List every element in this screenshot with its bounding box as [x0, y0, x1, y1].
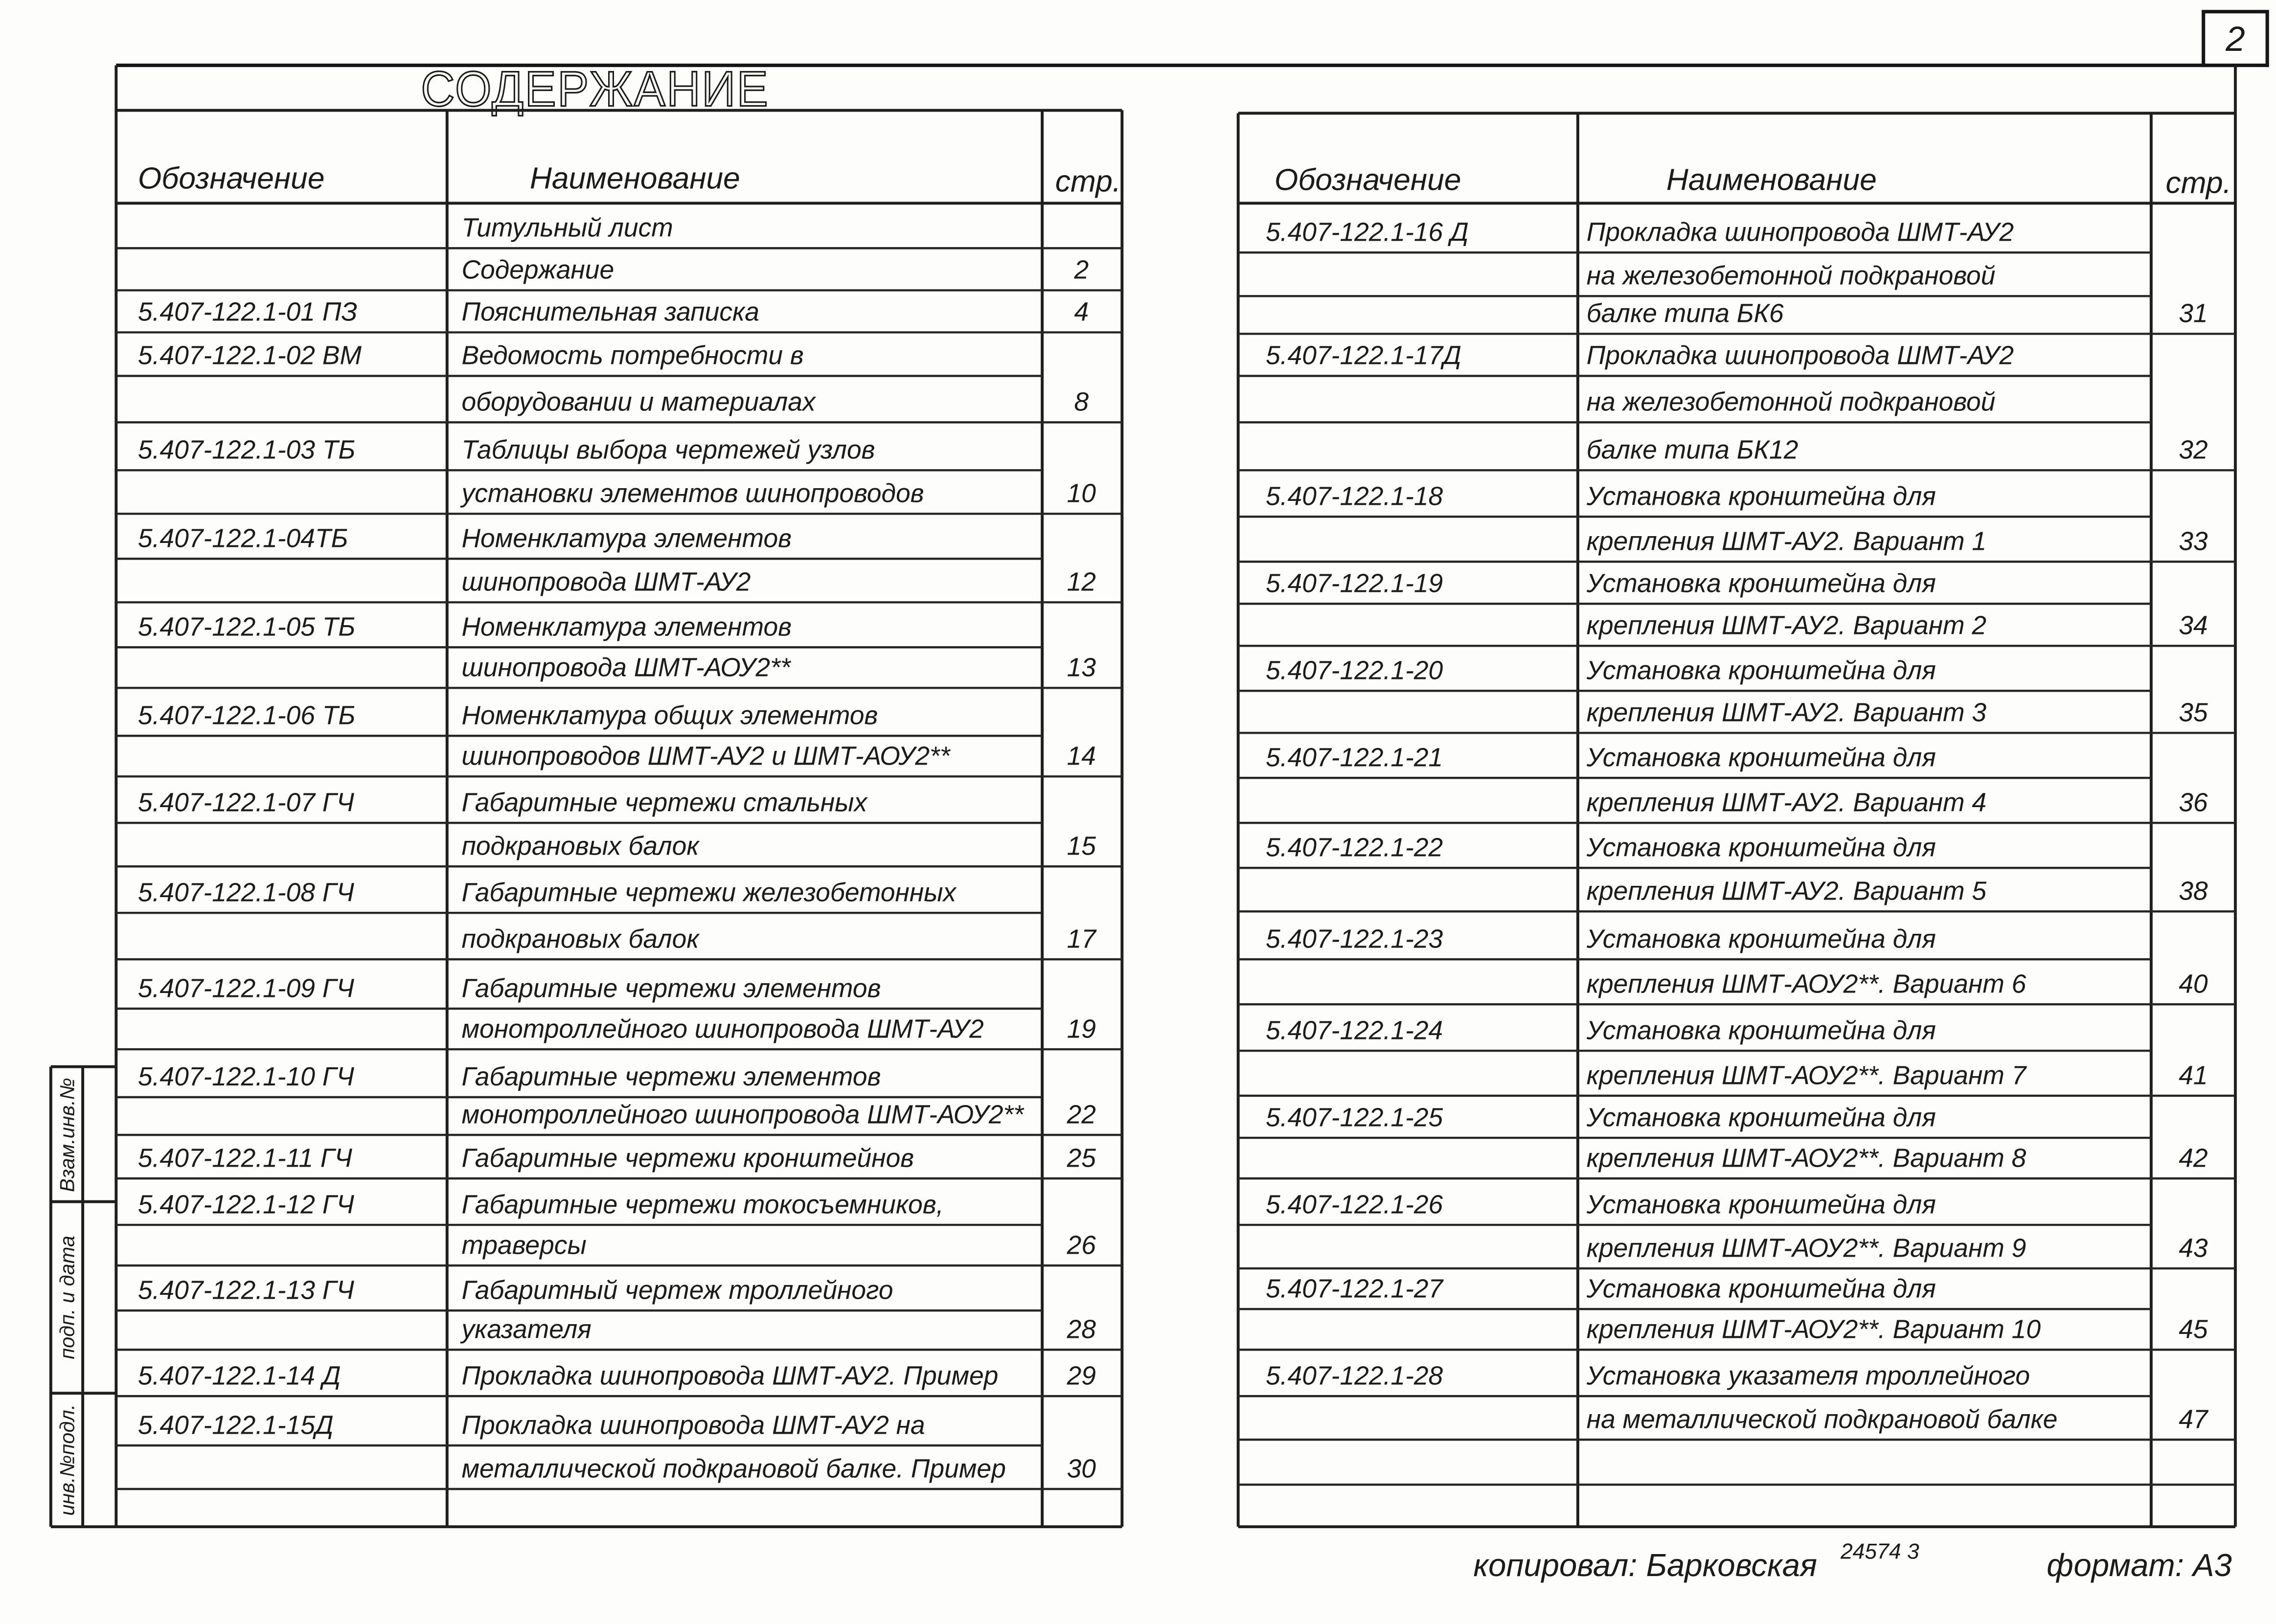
table-row [116, 524, 1122, 603]
row-page: 22 [1067, 1100, 1096, 1129]
row-page: 25 [1067, 1144, 1096, 1173]
table-row [116, 1276, 1122, 1350]
row-name-line: Содержание [461, 255, 615, 285]
row-name-line: Установка указателя троллейного [1586, 1361, 2030, 1391]
row-designation: 5.407-122.1-03 ТБ [137, 435, 356, 465]
row-name-line: указателя [461, 1315, 592, 1344]
header-name: Наименование [529, 161, 740, 196]
row-name-line: крепления ШМТ-АУ2. Вариант 3 [1586, 698, 1987, 727]
row-page: 47 [2179, 1405, 2208, 1434]
row-name-line: Прокладка шинопровода ШМТ-АУ2 на [461, 1411, 925, 1440]
row-page: 38 [2179, 877, 2208, 906]
table-row [116, 341, 1122, 423]
header-designation: Обозначение [1274, 163, 1461, 197]
table-row [116, 1361, 1122, 1396]
row-name-line: Габаритные чертежи токосъемников, [461, 1190, 944, 1219]
table-row [116, 436, 1122, 514]
row-name-line: крепления ШМТ-АОУ2**. Вариант 6 [1586, 970, 2026, 999]
row-name-line: шинопровода ШМТ-АУ2 [461, 567, 751, 597]
row-name-line: Пояснительная записка [461, 297, 759, 327]
row-page: 40 [2179, 970, 2208, 999]
row-name-line: Габаритный чертеж троллейного [461, 1276, 893, 1305]
table-row [1238, 1016, 2235, 1096]
table-row [116, 789, 1122, 867]
row-name-line: крепления ШМТ-АОУ2**. Вариант 9 [1586, 1234, 2026, 1263]
row-designation: 5.407-122.1-21 [1266, 743, 1443, 772]
row-page: 35 [2179, 698, 2208, 727]
row-page: 29 [1067, 1361, 1096, 1391]
table-row [116, 878, 1122, 959]
row-designation: 5.407-122.1-22 [1266, 833, 1443, 862]
row-page: 19 [1067, 1015, 1096, 1044]
table-row [1238, 218, 2235, 334]
table-row [1238, 482, 2235, 562]
row-name-line: Установка кронштейна для [1586, 656, 1936, 685]
row-name-line: Прокладка шинопровода ШМТ-АУ2 [1586, 218, 2014, 247]
row-name-line: подкрановых балок [461, 832, 699, 861]
table-row [1238, 744, 2235, 823]
row-designation: 5.407-122.1-24 [1266, 1016, 1443, 1045]
left-table-body [116, 214, 1122, 1489]
header-page: стр. [2165, 166, 2231, 200]
stamp-signature-date: подп. и дата [55, 1236, 79, 1359]
row-designation: 5.407-122.1-25 [1266, 1103, 1443, 1132]
header-designation: Обозначение [137, 161, 325, 196]
row-name-line: Установка кронштейна для [1586, 743, 1936, 772]
stamp-original-inventory: инв.№подл. [55, 1404, 79, 1516]
right-table-body [1238, 218, 2235, 1440]
page-title: СОДЕРЖАНИЕ [421, 62, 770, 117]
row-page: 43 [2179, 1234, 2208, 1263]
row-name-line: Прокладка шинопровода ШМТ-АУ2 [1586, 341, 2014, 370]
row-designation: 5.407-122.1-19 [1266, 569, 1443, 598]
table-row [116, 214, 1122, 248]
row-designation: 5.407-122.1-07 ГЧ [137, 788, 354, 817]
row-name-line: подкрановых балок [461, 925, 699, 954]
row-name-line: Установка кронштейна для [1586, 1103, 1936, 1132]
row-designation: 5.407-122.1-04ТБ [137, 524, 348, 553]
row-designation: 5.407-122.1-02 ВМ [137, 341, 362, 370]
row-name-line: траверсы [461, 1231, 587, 1260]
row-designation: 5.407-122.1-14 Д [137, 1361, 341, 1391]
row-name-line: крепления ШМТ-АУ2. Вариант 4 [1586, 788, 1987, 817]
row-page: 13 [1067, 653, 1096, 682]
row-page: 14 [1067, 742, 1096, 771]
row-page: 31 [2179, 299, 2208, 328]
row-page: 12 [1067, 567, 1096, 597]
table-row [116, 1144, 1122, 1178]
row-designation: 5.407-122.1-01 ПЗ [137, 297, 358, 327]
copied-by: копировал: Барковская [1473, 1547, 1817, 1583]
row-designation: 5.407-122.1-20 [1266, 656, 1443, 685]
row-name-line: оборудовании и материалах [461, 387, 816, 417]
row-name-line: Габаритные чертежи элементов [461, 974, 881, 1003]
row-designation: 5.407-122.1-18 [1266, 482, 1443, 511]
row-page: 33 [2179, 527, 2208, 556]
sheet-format: формат: А3 [2047, 1547, 2232, 1583]
row-page: 15 [1067, 832, 1096, 861]
row-page: 2 [1074, 255, 1089, 285]
side-stamp [51, 1067, 116, 1527]
table-row [1238, 833, 2235, 911]
row-designation: 5.407-122.1-26 [1266, 1190, 1443, 1219]
row-name-line: Ведомость потребности в [461, 341, 804, 370]
table-row [116, 1062, 1122, 1135]
row-name-line: Номенклатура элементов [461, 612, 792, 642]
row-name-line: крепления ШМТ-АОУ2**. Вариант 10 [1586, 1315, 2041, 1344]
table-row [1238, 341, 2235, 471]
row-name-line: установки элементов шинопроводов [461, 479, 924, 508]
row-designation: 5.407-122.1-28 [1266, 1361, 1443, 1391]
row-designation: 5.407-122.1-27 [1266, 1274, 1443, 1304]
row-page: 8 [1074, 387, 1089, 417]
row-designation: 5.407-122.1-23 [1266, 925, 1443, 954]
row-name-line: Установка кронштейна для [1586, 833, 1936, 862]
row-page: 41 [2179, 1061, 2208, 1090]
row-page: 36 [2179, 788, 2208, 817]
sheet-number: 2 [2226, 20, 2245, 59]
row-name-line: Установка кронштейна для [1586, 925, 1936, 954]
row-designation: 5.407-122.1-13 ГЧ [137, 1276, 354, 1305]
row-page: 45 [2179, 1315, 2208, 1344]
table-row [116, 1190, 1122, 1265]
row-name-line: Установка кронштейна для [1586, 1274, 1936, 1304]
row-name-line: Установка кронштейна для [1586, 569, 1936, 598]
row-name-line: Титульный лист [461, 213, 673, 243]
table-row [116, 974, 1122, 1049]
row-name-line: монотроллейного шинопровода ШМТ-АОУ2** [461, 1100, 1024, 1129]
row-name-line: Таблицы выбора чертежей узлов [461, 435, 875, 465]
header-page: стр. [1055, 164, 1121, 199]
row-designation: 5.407-122.1-12 ГЧ [137, 1190, 354, 1219]
row-name-line: балке типа БК12 [1586, 435, 1798, 465]
row-name-line: Установка кронштейна для [1586, 1016, 1936, 1045]
row-name-line: крепления ШМТ-АОУ2**. Вариант 8 [1586, 1144, 2026, 1173]
row-name-line: Габаритные чертежи стальных [461, 788, 867, 817]
row-designation: 5.407-122.1-15Д [137, 1411, 334, 1440]
row-name-line: крепления ШМТ-АУ2. Вариант 5 [1586, 877, 1987, 906]
row-designation: 5.407-122.1-11 ГЧ [137, 1144, 352, 1173]
stamp-replaced-inventory: Взам.инв.№ [55, 1078, 79, 1192]
row-name-line: крепления ШМТ-АУ2. Вариант 2 [1586, 611, 1987, 640]
row-name-line: Установка кронштейна для [1586, 1190, 1936, 1219]
table-row [1238, 1190, 2235, 1268]
table-row [1238, 1274, 2235, 1350]
table-row [1238, 1103, 2235, 1178]
row-name-line: металлической подкрановой балке. Пример [461, 1454, 1006, 1484]
order-number: 24574 3 [1840, 1539, 1919, 1564]
row-name-line: Габаритные чертежи железобетонных [461, 878, 956, 907]
row-name-line: на железобетонной подкрановой [1586, 261, 1996, 291]
row-designation: 5.407-122.1-16 Д [1266, 218, 1469, 247]
row-designation: 5.407-122.1-05 ТБ [137, 612, 356, 642]
right-table-header [1275, 163, 2231, 200]
table-row [116, 298, 1122, 333]
footer [1473, 1539, 2232, 1583]
row-name-line: крепления ШМТ-АОУ2**. Вариант 7 [1586, 1061, 2026, 1090]
table-row [1238, 569, 2235, 646]
row-name-line: на металлической подкрановой балке [1586, 1405, 2058, 1434]
table-row [116, 613, 1122, 688]
row-name-line: шинопроводов ШМТ-АУ2 и ШМТ-АОУ2** [461, 742, 950, 771]
row-name-line: балке типа БК6 [1586, 299, 1784, 328]
row-name-line: на железобетонной подкрановой [1586, 387, 1996, 417]
row-name-line: Установка кронштейна для [1586, 482, 1936, 511]
row-designation: 5.407-122.1-10 ГЧ [137, 1062, 354, 1092]
table-row [116, 701, 1122, 777]
table-row [1238, 1361, 2235, 1440]
row-page: 26 [1067, 1231, 1096, 1260]
row-page: 4 [1074, 297, 1089, 327]
row-page: 42 [2179, 1144, 2208, 1173]
row-name-line: Номенклатура общих элементов [461, 701, 878, 730]
row-page: 32 [2179, 435, 2208, 465]
table-row [116, 1411, 1122, 1489]
row-name-line: крепления ШМТ-АУ2. Вариант 1 [1586, 527, 1987, 556]
row-name-line: шинопровода ШМТ-АОУ2** [461, 653, 791, 682]
sheet-number-box [2204, 12, 2268, 66]
row-name-line: Прокладка шинопровода ШМТ-АУ2. Пример [461, 1361, 999, 1391]
left-table-header [138, 162, 1121, 199]
header-name: Наименование [1666, 163, 1877, 197]
row-name-line: Габаритные чертежи кронштейнов [461, 1144, 914, 1173]
row-designation: 5.407-122.1-17Д [1266, 341, 1461, 370]
row-page: 28 [1067, 1315, 1096, 1344]
row-designation: 5.407-122.1-08 ГЧ [137, 878, 354, 907]
row-name-line: монотроллейного шинопровода ШМТ-АУ2 [461, 1015, 984, 1044]
row-name-line: Габаритные чертежи элементов [461, 1062, 881, 1092]
row-name-line: Номенклатура элементов [461, 524, 792, 553]
row-designation: 5.407-122.1-06 ТБ [137, 701, 356, 730]
table-row [1238, 925, 2235, 1004]
row-page: 17 [1067, 925, 1096, 954]
row-page: 10 [1067, 479, 1096, 508]
row-designation: 5.407-122.1-09 ГЧ [137, 974, 354, 1003]
table-row [116, 256, 1122, 291]
table-row [1238, 656, 2235, 733]
row-page: 34 [2179, 611, 2208, 640]
row-page: 30 [1067, 1454, 1096, 1484]
